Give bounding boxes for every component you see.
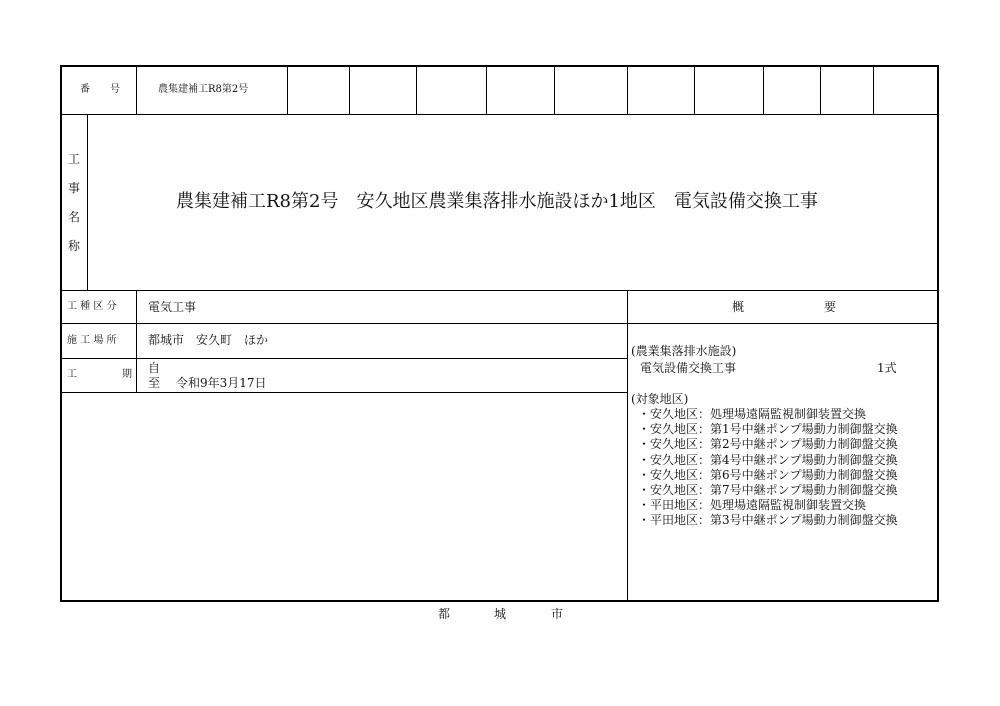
rule-label-col [136,291,137,392]
project-name-value: 農集建補工R8第2号 安久地区農業集落排水施設ほか1地区 電気設備交換工事 [176,191,818,212]
list-item: ・安久地区：第4号中継ポンプ場動力制御盤交換 [638,452,898,467]
location-label: 施 工 場 所 [67,335,117,346]
target-list [638,407,898,529]
project-name-label [66,153,82,269]
list-item: ・安久地区：第7号中継ポンプ場動力制御盤交換 [638,483,898,498]
rule-header-col-3 [349,66,350,114]
project-name-label-char-4: 称 [67,239,80,253]
list-item: ・安久地区：処理場遠隔監視制御装置交換 [638,407,867,421]
rule-name-label-col [87,115,88,290]
period-to-value: 令和9年3月17日 [176,376,267,390]
period-to-label: 至 [148,376,161,390]
number-label: 番 号 [80,84,120,95]
category-value: 電気工事 [148,300,197,314]
rule-location-bottom [61,358,628,359]
period-from-label: 自 [148,361,161,375]
work-item: 電気設備交換工事 [640,361,737,375]
number-value: 農集建補工R8第2号 [158,84,249,95]
rule-header-col-2 [287,66,288,114]
list-item: ・平田地区：処理場遠隔監視制御装置交換 [638,498,867,513]
rule-header-col-11 [873,66,874,114]
footer-city-char-3: 市 [551,607,564,621]
footer-city-char-2: 城 [494,607,507,621]
rule-name-bottom [61,290,938,291]
list-item: ・安久地区：第1号中継ポンプ場動力制御盤交換 [638,422,898,437]
rule-header-col-9 [763,66,764,114]
rule-summary-col [627,291,628,601]
rule-category-bottom [61,323,938,324]
project-name-label-char-3: 名 [67,210,80,224]
project-name-label-char-2: 事 [67,181,80,195]
category-label: 工 種 区 分 [67,301,117,312]
work-qty: 1式 [877,361,897,375]
list-item: ・安久地区：第2号中継ポンプ場動力制御盤交換 [638,437,898,452]
project-name-label-char-1: 工 [67,152,80,166]
footer-city-char-1: 都 [438,607,451,621]
rule-header-col-8 [694,66,695,114]
rule-header-col-5 [486,66,487,114]
rule-header-bottom [61,114,938,115]
rule-header-col-1 [136,66,137,114]
period-label-right: 期 [122,369,132,380]
rule-header-col-6 [554,66,555,114]
target-heading: (対象地区) [631,392,689,406]
list-item: ・安久地区：第6号中継ポンプ場動力制御盤交換 [638,467,898,482]
rule-header-col-4 [416,66,417,114]
list-item: ・平田地区：第3号中継ポンプ場動力制御盤交換 [638,513,898,528]
facility-heading: (農業集落排水施設) [631,344,737,358]
rule-period-bottom [61,392,628,393]
rule-header-col-10 [820,66,821,114]
summary-header-right: 要 [824,300,837,314]
period-label-left: 工 [67,369,77,380]
summary-header-left: 概 [732,300,745,314]
location-value: 都城市 安久町 ほか [148,333,269,347]
rule-header-col-7 [627,66,628,114]
